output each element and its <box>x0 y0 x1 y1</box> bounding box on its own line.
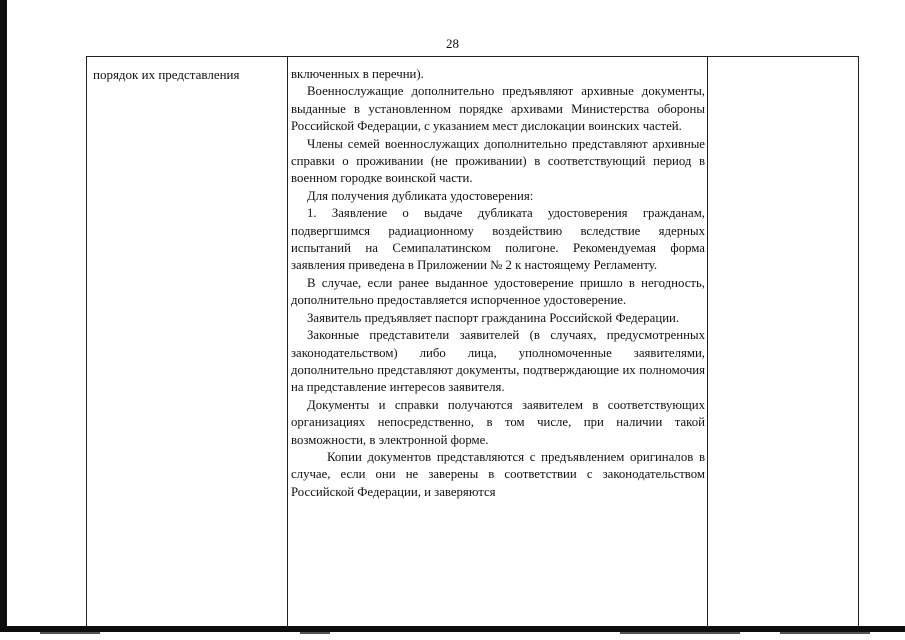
scan-edge-bar <box>0 626 905 632</box>
column-divider <box>287 57 288 636</box>
table-cell-label: порядок их представления <box>93 67 240 82</box>
table-cell-content <box>291 66 705 501</box>
paragraph: Заявитель предъявляет паспорт гражданина Российской Федерации. <box>307 310 680 325</box>
column-divider <box>707 57 708 636</box>
scan-speckle <box>780 632 870 634</box>
scan-speckle <box>40 632 100 634</box>
paragraph: В случае, если ранее выданное удостоверение пришло в негодность, дополнительно предоставляется испорченное удостоверение. <box>291 275 705 308</box>
page-number: 28 <box>446 36 459 51</box>
paragraph: Члены семей военнослужащих дополнительно представляют архивные справки о проживании (не проживании) в соответствующий период в военном городке воинской части. <box>291 136 705 186</box>
paragraph: включенных в перечни). <box>291 67 424 81</box>
scan-speckle <box>620 632 740 634</box>
paragraph: Для получения дубликата удостоверения: <box>307 188 534 203</box>
paragraph: Законные представители заявителей (в случаях, предусмотренных законодательством) либо лица, уполномоченные заявителями, дополнительно представляют документы, подтверждающие их полномочия на представление интересов заявителя. <box>291 328 705 395</box>
scan-edge-left <box>0 0 7 640</box>
scan-speckle <box>300 632 330 634</box>
paragraph: Военнослужащие дополнительно предъявляют архивные документы, выданные в установленном порядке архивами Министерства обороны Российской Федерации, с указанием мест дислокации воинских частей. <box>291 84 705 134</box>
paragraph: 1. Заявление о выдаче дубликата удостоверения гражданам, подвергшимся радиационному воздействию вследствие ядерных испытаний на Семипалатинском полигоне. Рекомендуемая форма заявления приведена в Приложении № 2 к настоящему Регламенту. <box>291 206 705 273</box>
document-table <box>86 56 859 636</box>
paragraph: Документы и справки получаются заявителем в соответствующих организациях непосредственно, в том числе, при наличии такой возможности, в электронной форме. <box>291 397 705 447</box>
scan-edge-bottom <box>0 626 905 640</box>
paragraph: Копии документов представляются с предъявлением оригиналов в случае, если они не заверены в соответствии с законодательством Российской Федерации, и заверяются <box>291 449 705 499</box>
